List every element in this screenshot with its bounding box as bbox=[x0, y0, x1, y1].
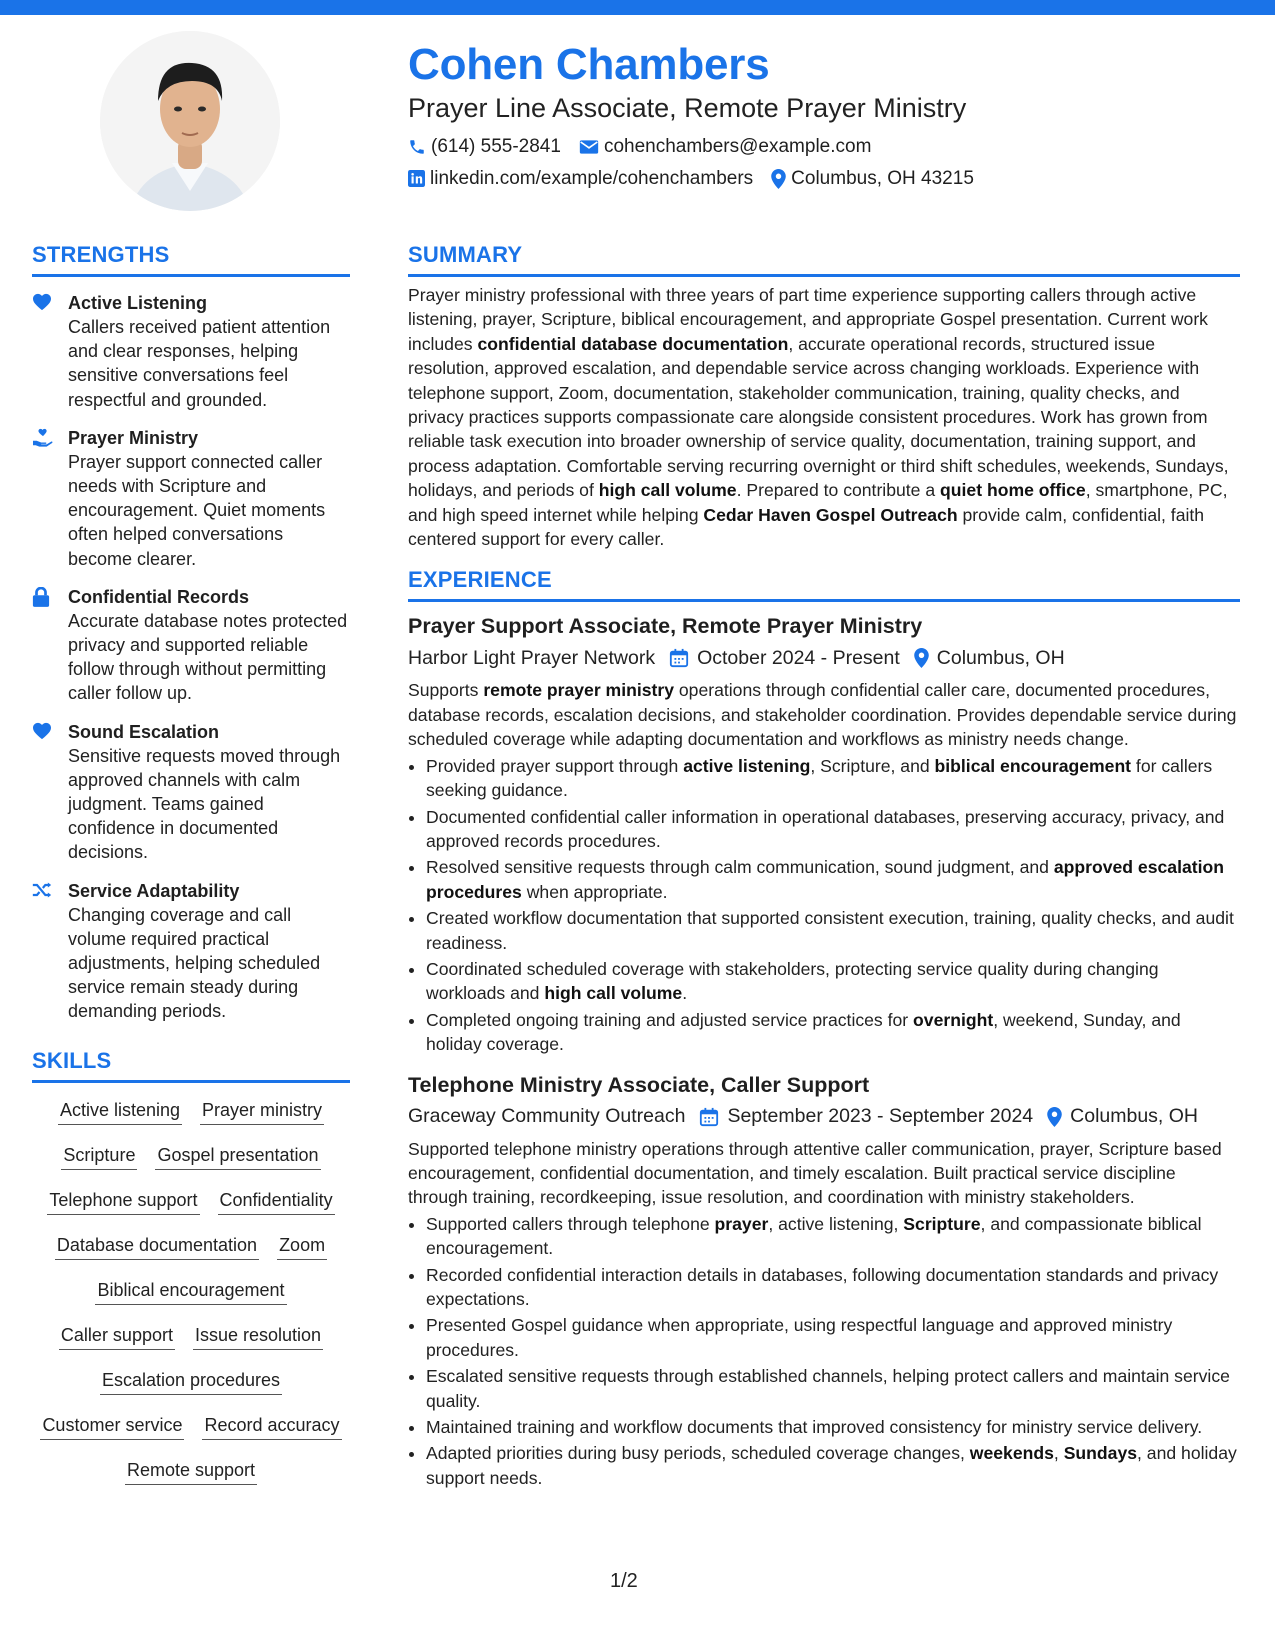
strength-title: Active Listening bbox=[68, 293, 208, 313]
job-description bbox=[408, 678, 1240, 751]
text-run: , and compassionate biblical encouragement. bbox=[426, 1213, 1202, 1259]
page-number: 1/2 bbox=[610, 1570, 638, 1592]
strength-item bbox=[32, 879, 350, 1024]
bold-text: weekends bbox=[969, 1443, 1054, 1464]
strength-title: Sound Escalation bbox=[68, 721, 220, 742]
skill-row bbox=[32, 1275, 350, 1320]
bold-text: remote prayer ministry bbox=[483, 680, 674, 701]
text-run: , weekend, Sunday, and holiday coverage. bbox=[426, 1009, 1181, 1055]
shuffle-icon bbox=[32, 879, 54, 1024]
heart-icon bbox=[32, 291, 54, 412]
strength-item bbox=[32, 720, 350, 865]
bold-text: approved escalation procedures bbox=[426, 857, 1224, 902]
job-bullets bbox=[408, 754, 1240, 1057]
right-column bbox=[408, 242, 1240, 1492]
job-entry bbox=[408, 1071, 1240, 1491]
text-run: Resolved sensitive requests through calm communication, sound judgment, and bbox=[426, 857, 1054, 878]
job-role: Prayer Support Associate, Remote Prayer Ministry bbox=[408, 614, 923, 639]
skill-tag: Active listening bbox=[58, 1100, 182, 1125]
strength-title: Prayer Ministry bbox=[68, 427, 199, 448]
text-run: Recorded confidential interaction details in databases, following documentation standards and privacy expectations. bbox=[426, 1264, 1219, 1309]
strength-item bbox=[32, 291, 350, 412]
bullet-item bbox=[426, 957, 1240, 1006]
strength-item bbox=[32, 426, 350, 571]
profile-photo bbox=[100, 31, 280, 211]
skill-row bbox=[32, 1095, 350, 1140]
experience-list bbox=[408, 612, 1240, 1490]
company-name: Graceway Community Outreach bbox=[408, 1105, 686, 1128]
text-run: Maintained training and workflow documents that improved consistency for ministry service delivery. bbox=[426, 1417, 1203, 1438]
skill-tag: Database documentation bbox=[55, 1235, 259, 1260]
lock-icon bbox=[32, 585, 54, 706]
text-run: for callers seeking guidance. bbox=[426, 755, 1213, 801]
company-name: Harbor Light Prayer Network bbox=[408, 646, 656, 669]
text-run: Adapted priorities during busy periods, scheduled coverage changes, bbox=[426, 1443, 970, 1464]
skill-tag: Gospel presentation bbox=[155, 1145, 320, 1170]
text-run: Supported telephone ministry operations through attentive caller communication, prayer, Scripture based encouragement, confidential documentation, and timely escalation. Built practical service discipline through training, recordkeeping, issue resolution, and coordination with ministry stakeholders. bbox=[408, 1138, 1222, 1208]
phone-number[interactable]: (614) 555-2841 bbox=[431, 135, 561, 157]
hand-heart-icon bbox=[32, 426, 54, 571]
skill-row bbox=[32, 1320, 350, 1365]
skill-row bbox=[32, 1185, 350, 1230]
resume-header bbox=[408, 42, 1248, 191]
location-text: Columbus, OH 43215 bbox=[791, 167, 974, 189]
email-icon bbox=[579, 139, 599, 155]
bullet-item bbox=[426, 1263, 1240, 1312]
text-run: , Scripture, and bbox=[810, 755, 935, 776]
strength-desc: Callers received patient attention and clear responses, helping sensitive conversations feel respectful and grounded. bbox=[68, 317, 331, 410]
bold-text: active listening bbox=[683, 755, 811, 776]
bold-text: confidential database documentation bbox=[477, 333, 789, 354]
text-run: Prayer ministry professional with three years of part time experience supporting callers through active listening, prayer, Scripture, biblical encouragement, and appropriate Gospel presentation. Current work includes bbox=[408, 285, 1208, 354]
job-dates: October 2024 - Present bbox=[697, 646, 900, 669]
job-meta bbox=[408, 1103, 1240, 1131]
skills-list bbox=[32, 1095, 350, 1500]
skill-tag: Telephone support bbox=[47, 1190, 199, 1215]
skill-tag: Remote support bbox=[125, 1460, 257, 1485]
text-run: Completed ongoing training and adjusted service practices for bbox=[426, 1009, 914, 1030]
bullet-item bbox=[426, 906, 1240, 955]
text-run: Presented Gospel guidance when appropriate, using respectful language and approved ministry procedures. bbox=[426, 1315, 1173, 1360]
strengths-heading: STRENGTHS bbox=[32, 242, 350, 277]
bullet-item bbox=[426, 855, 1240, 904]
bold-text: prayer bbox=[714, 1213, 769, 1234]
bullet-item bbox=[426, 1441, 1240, 1490]
bullet-item bbox=[426, 805, 1240, 854]
skill-tag: Prayer ministry bbox=[200, 1100, 324, 1125]
summary-heading: SUMMARY bbox=[408, 242, 1240, 277]
skill-row bbox=[32, 1230, 350, 1275]
text-run: Supported callers through telephone bbox=[426, 1213, 715, 1234]
text-run: Created workflow documentation that supported consistent execution, training, quality checks, and audit readiness. bbox=[426, 908, 1234, 953]
candidate-name: Cohen Chambers bbox=[408, 40, 770, 89]
skill-tag: Biblical encouragement bbox=[95, 1280, 286, 1305]
left-column bbox=[32, 242, 350, 1500]
strength-item bbox=[32, 585, 350, 706]
job-bullets bbox=[408, 1212, 1240, 1490]
bold-text: quiet home office bbox=[940, 480, 1086, 501]
linkedin-icon bbox=[408, 170, 425, 187]
skill-row bbox=[32, 1455, 350, 1500]
text-run: . Prepared to contribute a bbox=[736, 480, 941, 501]
skill-tag: Caller support bbox=[59, 1325, 175, 1350]
bullet-item bbox=[426, 1313, 1240, 1362]
text-run: Provided prayer support through bbox=[426, 755, 684, 776]
bullet-item bbox=[426, 1212, 1240, 1261]
bold-text: Cedar Haven Gospel Outreach bbox=[703, 504, 958, 525]
bullet-item bbox=[426, 1008, 1240, 1057]
email-address[interactable]: cohenchambers@example.com bbox=[603, 135, 872, 157]
bold-text: high call volume bbox=[544, 983, 683, 1004]
bullet-item bbox=[426, 754, 1240, 803]
text-run: Escalated sensitive requests through established channels, helping protect callers and maintain service quality. bbox=[426, 1366, 1230, 1411]
experience-heading: EXPERIENCE bbox=[408, 567, 1240, 602]
bold-text: Sundays bbox=[1063, 1443, 1138, 1464]
text-run: , smartphone, PC, and high speed internet while helping bbox=[408, 480, 1228, 525]
bold-text: Scripture bbox=[903, 1213, 981, 1234]
skill-row bbox=[32, 1140, 350, 1185]
strength-desc: Sensitive requests moved through approved channels with calm judgment. Teams gained confidence in documented decisions. bbox=[68, 745, 341, 863]
strength-desc: Prayer support connected caller needs with Scripture and encouragement. Quiet moments often helped conversations become clearer. bbox=[68, 451, 326, 569]
bullet-item bbox=[426, 1364, 1240, 1413]
strength-desc: Changing coverage and call volume required practical adjustments, helping scheduled service remain steady during demanding periods. bbox=[68, 904, 321, 1022]
text-run: provide calm, confidential, faith centered support for every caller. bbox=[408, 504, 1205, 550]
skill-tag: Scripture bbox=[61, 1145, 137, 1170]
skill-tag: Confidentiality bbox=[218, 1190, 335, 1215]
phone-icon bbox=[408, 138, 426, 156]
text-run: , and holiday support needs. bbox=[426, 1443, 1237, 1488]
job-dates: September 2023 - September 2024 bbox=[727, 1105, 1034, 1128]
strength-title: Service Adaptability bbox=[68, 880, 240, 901]
text-run: . bbox=[682, 983, 688, 1004]
calendar-icon bbox=[669, 648, 689, 668]
skill-tag: Customer service bbox=[40, 1415, 184, 1440]
bullet-item bbox=[426, 1415, 1240, 1439]
job-entry bbox=[408, 612, 1240, 1056]
top-accent-bar bbox=[0, 0, 1275, 15]
strength-title: Confidential Records bbox=[68, 586, 250, 607]
text-run: Supports bbox=[408, 680, 484, 701]
location-pin-icon bbox=[771, 169, 786, 189]
calendar-icon bbox=[699, 1107, 719, 1127]
job-meta bbox=[408, 644, 1240, 672]
skill-row bbox=[32, 1365, 350, 1410]
summary-text bbox=[408, 283, 1240, 551]
strength-desc: Accurate database notes protected privacy and supported reliable follow through without permitting caller follow up. bbox=[68, 610, 348, 704]
text-run: , accurate operational records, structured issue resolution, approved escalation, and dependable service across changing workloads. Experience with telephone support, Zoom, documentation, stakeholder communication, training, quality checks, and privacy practices supports compassionate care alongside consistent procedures. Work has grown from reliable task execution into broader ownership of service quality, documentation, training support, and process adaptation. Comfortable serving recurring overnight or third shift schedules, weekends, Sundays, holidays, and periods of bbox=[408, 333, 1229, 501]
text-run: , active listening, bbox=[768, 1213, 904, 1234]
text-run: when appropriate. bbox=[521, 881, 668, 902]
text-run: Documented confidential caller information in operational databases, preserving accuracy, privacy, and approved records procedures. bbox=[426, 806, 1225, 851]
heart-icon bbox=[32, 720, 54, 865]
job-location: Columbus, OH bbox=[1070, 1105, 1199, 1128]
skill-tag: Record accuracy bbox=[202, 1415, 341, 1440]
location-pin-icon bbox=[1047, 1107, 1062, 1127]
linkedin-link[interactable]: linkedin.com/example/cohenchambers bbox=[430, 167, 754, 189]
text-run: , bbox=[1053, 1443, 1064, 1464]
skill-tag: Escalation procedures bbox=[100, 1370, 282, 1395]
bold-text: high call volume bbox=[598, 480, 737, 501]
skill-row bbox=[32, 1410, 350, 1455]
text-run: operations through confidential caller care, documented procedures, database records, escalation decisions, and stakeholder coordination. Provides dependable service during scheduled coverage while adapting documentation and workflows as ministry needs change. bbox=[408, 680, 1237, 750]
text-run: Coordinated scheduled coverage with stakeholders, protecting service quality during changing workloads and bbox=[426, 958, 1159, 1004]
skill-tag: Zoom bbox=[277, 1235, 327, 1260]
skill-tag: Issue resolution bbox=[193, 1325, 323, 1350]
bold-text: biblical encouragement bbox=[934, 755, 1132, 776]
job-description bbox=[408, 1137, 1240, 1210]
skills-heading: SKILLS bbox=[32, 1048, 350, 1083]
bold-text: overnight bbox=[913, 1009, 994, 1030]
candidate-title: Prayer Line Associate, Remote Prayer Ministry bbox=[408, 93, 967, 124]
job-role: Telephone Ministry Associate, Caller Support bbox=[408, 1072, 870, 1097]
strengths-list bbox=[32, 291, 350, 1024]
job-location: Columbus, OH bbox=[936, 646, 1065, 669]
location-pin-icon bbox=[914, 648, 929, 668]
